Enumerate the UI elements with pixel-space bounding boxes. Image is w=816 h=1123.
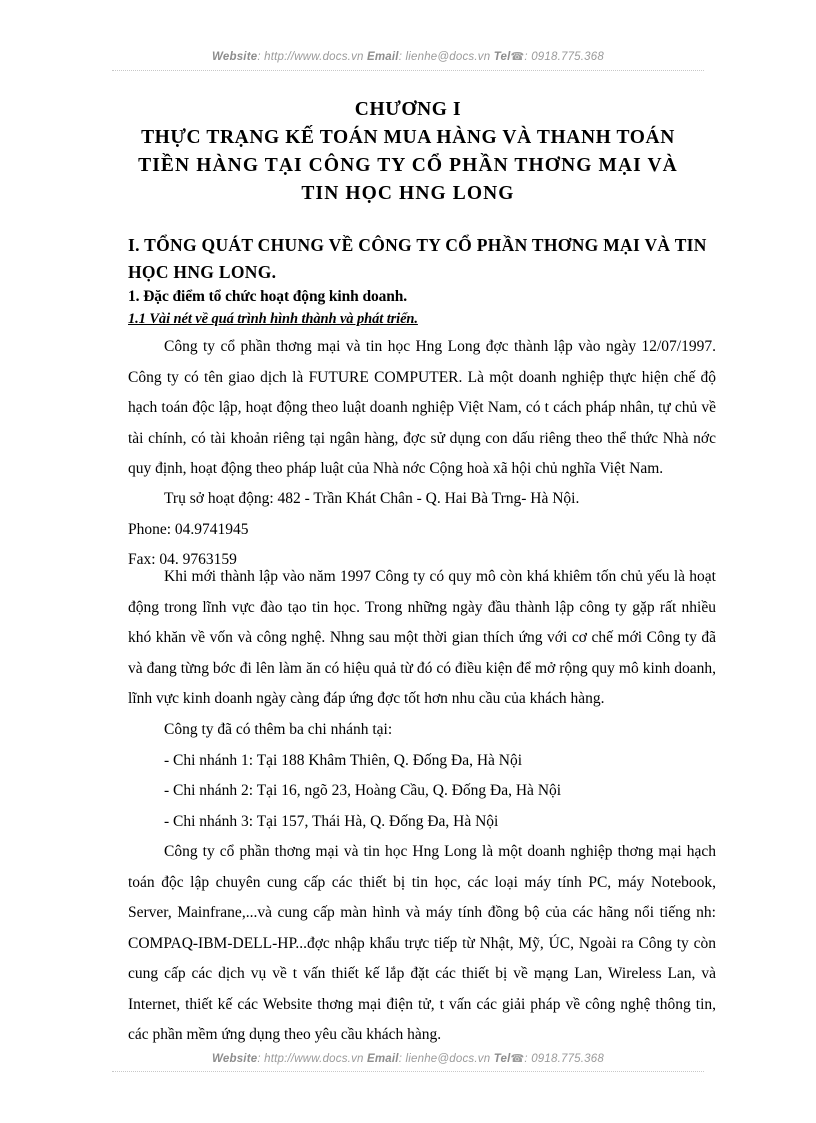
running-header-tel-value: : 0918.775.368 xyxy=(524,51,604,63)
title-line-chapter: CHƯƠNG I xyxy=(354,99,462,120)
section-heading-2: 1. Đặc điểm tổ chức hoạt động kinh doanh. xyxy=(128,288,408,305)
title-line-4: TIN HỌC HNG LONG xyxy=(301,183,515,204)
running-footer-tel-value: : 0918.775.368 xyxy=(524,1053,604,1065)
running-footer xyxy=(108,1052,708,1065)
running-header-email-label: Email xyxy=(367,51,399,63)
telephone-icon: ☎ xyxy=(510,51,525,63)
branch-item-3: - Chi nhánh 3: Tại 157, Thái Hà, Q. Đống Đa, Hà Nội xyxy=(164,812,499,830)
footer-divider xyxy=(112,1071,704,1072)
branches-intro: Công ty đã có thêm ba chi nhánh tại: xyxy=(164,721,393,738)
section-heading-3: 1.1 Vài nét về quá trình hình thành và phát triển. xyxy=(128,311,418,327)
running-header-website-value: : http://www.docs.vn xyxy=(257,51,364,63)
running-header-website-label: Website xyxy=(212,51,258,63)
branch-item-1: - Chi nhánh 1: Tại 188 Khâm Thiên, Q. Đống Đa, Hà Nội xyxy=(164,751,523,769)
running-header-tel-label: Tel xyxy=(493,51,511,63)
telephone-icon-footer: ☎ xyxy=(510,1053,525,1065)
section-heading-1: I. TỔNG QUÁT CHUNG VỀ CÔNG TY CỔ PHẦN THƠNG MẠI VÀ TIN HỌC HNG LONG. xyxy=(128,235,707,282)
running-header-email-value: : lienhe@docs.vn xyxy=(398,51,491,63)
body-paragraph-3-container xyxy=(128,837,716,1051)
fax-line: Fax: 04. 9763159 xyxy=(128,551,237,568)
body-paragraph-3: Công ty cổ phần thơng mại và tin học Hng Long là một doanh nghiệp thơng mại hạch toán độc lập chuyên cung cấp các thiết bị tin học, các loại máy tính PC, máy Notebook, Server, Mainfrane,...và cung cấp màn hình và máy tính đồng bộ của các hãng nổi tiếng nh: COMPAQ-IBM-DELL-HP...đợc nhập khẩu trực tiếp từ Nhật, Mỹ, ÚC, Ngoài ra Công ty còn cung cấp các dịch vụ về t vấn thiết kế lắp đặt các thiết bị về mạng Lan, Wireless Lan, và Internet, thiết kế các Website thơng mại điện tử, t vấn các giải pháp về công nghệ thông tin, các phần mềm ứng dụng theo yêu cầu khách hàng. xyxy=(128,843,716,1043)
phone-line: Phone: 04.9741945 xyxy=(128,520,249,538)
page-title xyxy=(108,96,708,208)
running-footer-email-label: Email xyxy=(367,1053,399,1065)
running-footer-website-label: Website xyxy=(212,1053,258,1065)
branch-list-block xyxy=(128,715,716,837)
body-paragraph-2-container xyxy=(128,562,716,715)
running-footer-tel-label: Tel xyxy=(493,1053,511,1065)
body-paragraph-2: Khi mới thành lập vào năm 1997 Công ty có quy mô còn khá khiêm tốn chủ yếu là hoạt động trong lĩnh vực đào tạo tin học. Trong những ngày đầu thành lập công ty gặp rất nhiều khó khăn về vốn và công nghệ. Nhng sau một thời gian thích ứng với cơ chế mới Công ty đã và đang từng bớc đi lên làm ăn có hiệu quả từ đó có điều kiện để mở rộng quy mô kinh doanh, lĩnh vực kinh doanh ngày càng đáp ứng đợc tốt hơn nhu cầu của khách hàng. xyxy=(128,568,716,707)
running-header xyxy=(108,50,708,63)
office-address-line: Trụ sở hoạt động: 482 - Trần Khát Chân - Q. Hai Bà Trng- Hà Nội. xyxy=(164,490,580,507)
body-paragraph-1: Công ty cổ phần thơng mại và tin học Hng Long đợc thành lập vào ngày 12/07/1997. Công ty có tên giao dịch là FUTURE COMPUTER. Là một doanh nghiệp thực hiện chế độ hạch toán độc lập, hoạt động theo luật doanh nghiệp Việt Nam, có t cách pháp nhân, tự chủ về tài chính, có tài khoản riêng tại ngân hàng, đợc sử dụng con dấu riêng theo thể thức Nhà nớc quy định, hoạt động theo pháp luật của Nhà nớc Cộng hoà xã hội chủ nghĩa Việt Nam. xyxy=(128,338,716,477)
branch-item-2: - Chi nhánh 2: Tại 16, ngõ 23, Hoàng Cầu, Q. Đống Đa, Hà Nội xyxy=(164,782,562,799)
header-divider xyxy=(112,70,704,71)
title-line-3: TIỀN HÀNG TẠI CÔNG TY CỔ PHẦN THƠNG MẠI VÀ xyxy=(138,155,678,176)
running-footer-website-value: : http://www.docs.vn xyxy=(257,1053,364,1065)
body-paragraph-1-container xyxy=(128,332,716,485)
running-footer-email-value: : lienhe@docs.vn xyxy=(398,1053,491,1065)
title-line-2: THỰC TRẠNG KẾ TOÁN MUA HÀNG VÀ THANH TOÁN xyxy=(141,127,675,148)
